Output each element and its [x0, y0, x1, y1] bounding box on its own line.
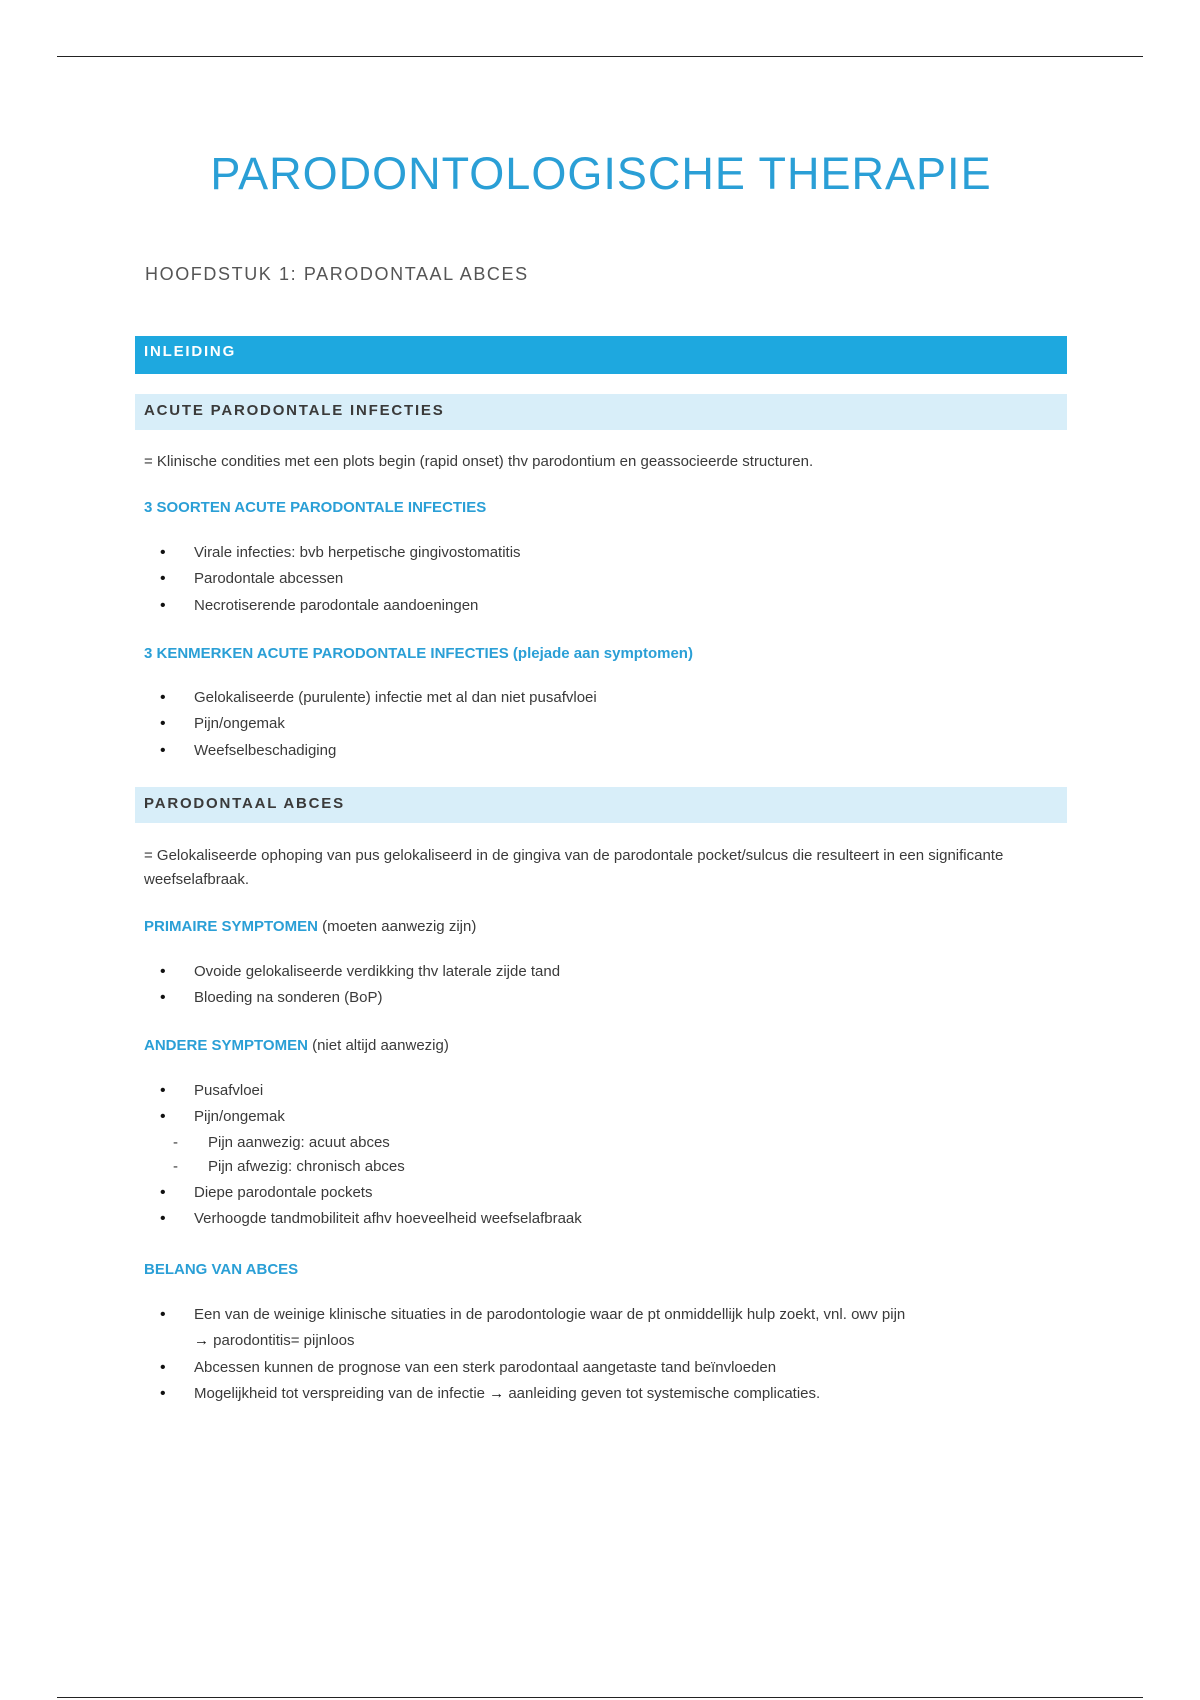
- header-rule: [57, 56, 1143, 57]
- subheading-andere-note: (niet altijd aanwezig): [312, 1037, 449, 1054]
- subheading-belang: [144, 1258, 298, 1282]
- list-item: • Parodontale abcessen: [135, 566, 1035, 592]
- list-item: • Necrotiserende parodontale aandoeningen: [135, 593, 1035, 619]
- belang-item-1-text: Een van de weinige klinische situaties in de parodontologie waar de pt onmiddellijk hulp zoekt, vnl. owv pijn: [194, 1306, 906, 1323]
- list-item: • Abcessen kunnen de prognose van een sterk parodontaal aangetaste tand beïnvloeden: [135, 1355, 1035, 1381]
- subheading-primaire-label: PRIMAIRE SYMPTOMEN: [144, 918, 318, 935]
- list-subitem: - Pijn afwezig: chronisch abces: [135, 1155, 1035, 1180]
- list-kenmerken: [135, 685, 1035, 764]
- list-andere-symptomen: [135, 1078, 1035, 1232]
- belang-item-3-note: aanleiding geven tot systemische complicaties.: [508, 1384, 821, 1402]
- subheading-andere-label: ANDERE SYMPTOMEN: [144, 1037, 308, 1054]
- section-band-parodontaal-abces: PARODONTAAL ABCES: [135, 787, 1067, 823]
- list-item: • Pusafvloei: [135, 1078, 1035, 1104]
- belang-item-3-text: Mogelijkheid tot verspreiding van de infectie: [194, 1384, 485, 1402]
- subheading-soorten: [144, 496, 486, 520]
- list-item: • Verhoogde tandmobiliteit afhv hoeveelheid weefselafbraak: [135, 1206, 1035, 1232]
- subheading-soorten-label: 3 SOORTEN ACUTE PARODONTALE INFECTIES: [144, 499, 487, 516]
- chapter-heading: HOOFDSTUK 1: PARODONTAAL ABCES: [145, 264, 529, 284]
- abces-definition: = Gelokaliseerde ophoping van pus gelokaliseerd in de gingiva van de parodontale pocket/sulcus die resulteert in een significante weefselafbraak.: [144, 847, 1004, 888]
- section-band-acute-infecties: ACUTE PARODONTALE INFECTIES: [135, 394, 1067, 430]
- list-item: • Bloeding na sonderen (BoP): [135, 985, 1035, 1011]
- list-item: [135, 1381, 1035, 1407]
- list-item: • Diepe parodontale pockets: [135, 1180, 1035, 1206]
- list-primaire-symptomen: [135, 959, 1035, 1012]
- list-subitem: - Pijn aanwezig: acuut abces: [135, 1131, 1035, 1156]
- acute-definition: = Klinische condities met een plots begin (rapid onset) thv parodontium en geassocieerde structuren.: [144, 453, 814, 470]
- subheading-belang-label: BELANG VAN ABCES: [144, 1261, 299, 1278]
- subheading-kenmerken: [144, 642, 693, 666]
- list-item: • Pijn/ongemak: [135, 711, 1035, 737]
- subheading-andere-symptomen: [144, 1034, 449, 1058]
- list-item: • Weefselbeschadiging: [135, 738, 1035, 764]
- list-belang: [135, 1302, 1035, 1407]
- list-soorten: [135, 540, 1035, 619]
- footer-rule: [57, 1697, 1143, 1698]
- subheading-primaire-symptomen: [144, 915, 476, 939]
- list-item: • Virale infecties: bvb herpetische gingivostomatitis: [135, 540, 1035, 566]
- belang-item-1-note: parodontitis= pijnloos: [213, 1332, 355, 1350]
- section-band-inleiding: INLEIDING: [135, 336, 1067, 374]
- list-item: • Ovoide gelokaliseerde verdikking thv laterale zijde tand: [135, 959, 1035, 985]
- list-item: • Gelokaliseerde (purulente) infectie met al dan niet pusafvloei: [135, 685, 1035, 711]
- subheading-kenmerken-label: 3 KENMERKEN ACUTE PARODONTALE INFECTIES: [144, 645, 509, 662]
- arrow-right-icon: →: [194, 1332, 209, 1350]
- list-item: • Pijn/ongemak: [135, 1104, 1035, 1130]
- subheading-primaire-note: (moeten aanwezig zijn): [322, 918, 477, 935]
- document-title: PARODONTOLOGISCHE THERAPIE: [210, 148, 992, 199]
- arrow-right-icon: →: [489, 1384, 505, 1402]
- list-item: [135, 1302, 1035, 1355]
- subheading-kenmerken-note: (plejade aan symptomen): [512, 645, 693, 662]
